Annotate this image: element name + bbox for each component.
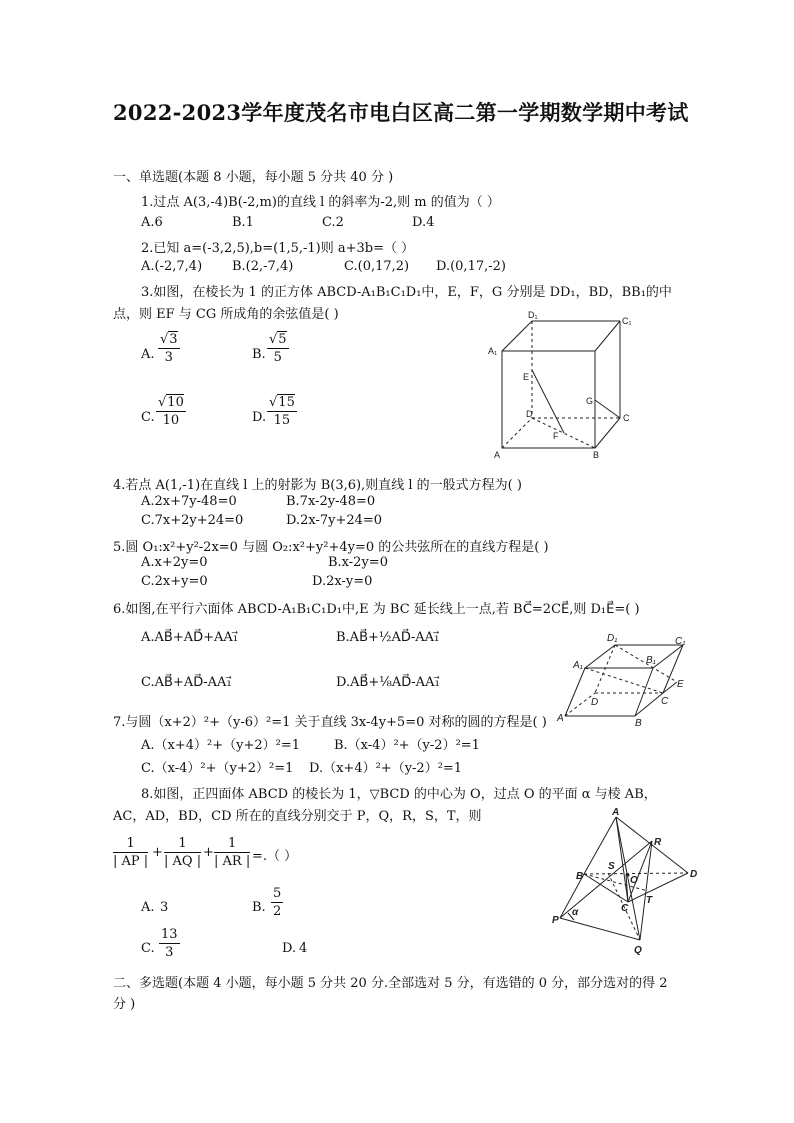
section-header: 一、单选题(本题 8 小题，每小题 5 分共 40 分 ) xyxy=(113,170,394,185)
question-stem: AC，AD，BD，CD 所在的直线分别交于 P，Q，R，S，T，则 xyxy=(113,809,482,824)
label-B1: B₁ xyxy=(646,655,656,666)
label-A: A xyxy=(494,450,501,460)
label-C: C xyxy=(621,903,629,914)
label-D1: D₁ xyxy=(528,310,538,320)
option: D.（x+4）²+（y-2）²=1 xyxy=(309,761,463,776)
label-A1: A₁ xyxy=(488,346,498,356)
label-B: B xyxy=(635,718,642,729)
option: A.(-2,7,4) xyxy=(141,259,203,274)
option-fraction: √10 10 xyxy=(158,395,184,428)
option-label: C. xyxy=(141,410,155,425)
option: B.1 xyxy=(232,215,254,230)
question-stem: 8.如图，正四面体 ABCD 的棱长为 1，▽BCD 的中心为 O，过点 O 的平面 α 与棱 AB， xyxy=(141,787,657,802)
option: C.AB⃗+AD⃗-AA₁⃗ xyxy=(141,675,232,690)
option: B.（x-4）²+（y-2）²=1 xyxy=(334,738,480,753)
option: B.(2,-7,4) xyxy=(232,259,294,274)
label-D: D xyxy=(591,697,599,708)
option: A.6 xyxy=(141,215,163,230)
denominator: 2 xyxy=(273,904,282,919)
fraction-1-over-AQ xyxy=(164,836,201,869)
numerator: 13 xyxy=(161,927,178,942)
label-E: E xyxy=(677,679,684,690)
tetrahedron-figure xyxy=(548,807,708,957)
expression-tail: =.（ ） xyxy=(252,849,298,864)
question-stem: 点，则 EF 与 CG 所成角的余弦值是( ) xyxy=(113,307,339,322)
label-D: D xyxy=(690,869,698,880)
option-label: D. xyxy=(252,410,267,425)
option: C.2x+y=0 xyxy=(141,574,208,589)
radicand: 15 xyxy=(278,395,295,410)
denominator: 10 xyxy=(162,413,180,428)
denominator: 3 xyxy=(165,945,174,960)
option: C.(0,17,2) xyxy=(344,259,410,274)
label-T: T xyxy=(646,895,653,906)
radicand: 5 xyxy=(278,332,287,347)
fraction-1-over-AP xyxy=(113,836,148,869)
label-A: A xyxy=(557,713,564,724)
question-stem: 6.如图,在平行六面体 ABCD-A₁B₁C₁D₁中,E 为 BC 延长线上一点,若 BC⃗=2CE⃗,则 D₁E⃗=( ) xyxy=(113,602,640,617)
section-header: 分 ) xyxy=(113,997,136,1012)
section-header: 二、多选题(本题 4 小题，每小题 5 分共 20 分.全部选对 5 分，有选错的 0 分，部分选对的得 2 xyxy=(113,976,668,991)
question-stem: 1.过点 A(3,-4)B(-2,m)的直线 l 的斜率为-2,则 m 的值为（ ） xyxy=(141,195,500,210)
denominator: | AR | xyxy=(214,854,251,869)
option: D.2x-7y+24=0 xyxy=(286,513,383,528)
label-S: S xyxy=(608,861,615,872)
denominator: | AQ | xyxy=(164,854,202,869)
option: C.（x-4）²+（y+2）²=1 xyxy=(141,761,294,776)
option-fraction: √5 5 xyxy=(269,332,287,365)
option-value: 3 xyxy=(160,900,169,915)
label-G: G xyxy=(586,396,594,406)
label-Q: Q xyxy=(634,945,642,956)
option-fraction: √15 15 xyxy=(269,395,295,428)
option: A.x+2y=0 xyxy=(141,555,208,570)
label-A: A xyxy=(612,807,620,818)
label-E: E xyxy=(523,372,530,382)
option-label: C. xyxy=(141,941,155,956)
option-label: A. xyxy=(141,900,155,915)
label-B: B xyxy=(593,450,600,460)
question-stem: 2.已知 a=(-3,2,5),b=(1,5,-1)则 a+3b=（ ） xyxy=(141,241,415,256)
numerator: 5 xyxy=(273,886,282,901)
question-stem: 3.如图，在棱长为 1 的正方体 ABCD-A₁B₁C₁D₁中，E，F，G 分别是 DD₁，BD，BB₁的中 xyxy=(141,285,672,300)
option: A.2x+7y-48=0 xyxy=(141,494,237,509)
label-C: C xyxy=(661,696,669,707)
option-fraction xyxy=(159,927,180,960)
label-F: F xyxy=(553,431,559,441)
label-D1: D₁ xyxy=(607,633,618,644)
label-D: D xyxy=(526,409,533,419)
option: D.2x-y=0 xyxy=(312,574,373,589)
label-P: P xyxy=(552,915,559,926)
label-R: R xyxy=(654,837,662,848)
plus-sign: + xyxy=(203,845,214,860)
label-B: B xyxy=(576,871,584,882)
page-title: 2022-2023学年度茂名市电白区高二第一学期数学期中考试 xyxy=(113,100,689,125)
radicand: 10 xyxy=(167,395,184,410)
denominator: 15 xyxy=(273,413,291,428)
label-C: C xyxy=(623,413,630,423)
question-stem: 7.与圆（x+2）²+（y-6）²=1 关于直线 3x-4y+5=0 对称的圆的方程是( ) xyxy=(113,715,547,730)
numerator: 1 xyxy=(126,836,135,851)
label-C1: C₁ xyxy=(675,636,686,647)
option-label: B. xyxy=(252,347,266,362)
option: B.x-2y=0 xyxy=(328,555,388,570)
numerator: 1 xyxy=(227,836,237,851)
option: A.（x+4）²+（y+2）²=1 xyxy=(141,738,301,753)
option-fraction xyxy=(271,886,283,919)
parallelepiped-figure xyxy=(555,630,695,730)
label-O: O xyxy=(630,875,638,886)
denominator: 5 xyxy=(273,350,282,365)
label-A1: A₁ xyxy=(573,660,583,671)
option-fraction: √3 3 xyxy=(160,332,178,365)
fraction-1-over-AR xyxy=(214,836,250,869)
option: D.AB⃗+⅛AD⃗-AA₁⃗ xyxy=(336,675,440,690)
option: D.(0,17,-2) xyxy=(436,259,506,274)
question-stem: 5.圆 O₁:x²+y²-2x=0 与圆 O₂:x²+y²+4y=0 的公共弦所在的直线方程是( ) xyxy=(113,540,549,555)
option: B.7x-2y-48=0 xyxy=(286,494,376,509)
question-stem: 4.若点 A(1,-1)在直线 l 上的射影为 B(3,6),则直线 l 的一般式方程为( ) xyxy=(113,478,522,493)
option-value: 4 xyxy=(299,941,308,956)
option-label: D. xyxy=(282,941,297,956)
option: C.7x+2y+24=0 xyxy=(141,513,244,528)
label-C1: C₁ xyxy=(622,316,632,326)
cube-figure xyxy=(480,308,640,463)
numerator: 1 xyxy=(178,836,187,851)
option: B.AB⃗+½AD⃗-AA₁⃗ xyxy=(336,630,440,645)
plus-sign: + xyxy=(152,845,163,860)
label-alpha: α xyxy=(572,907,579,918)
denominator: | AP | xyxy=(113,854,149,869)
denominator: 3 xyxy=(164,350,173,365)
option-label: A. xyxy=(141,347,155,362)
option: A.AB⃗+AD⃗+AA₁⃗ xyxy=(141,630,238,645)
radicand: 3 xyxy=(169,332,178,347)
option-label: B. xyxy=(252,900,266,915)
option: D.4 xyxy=(412,215,435,230)
option: C.2 xyxy=(322,215,344,230)
